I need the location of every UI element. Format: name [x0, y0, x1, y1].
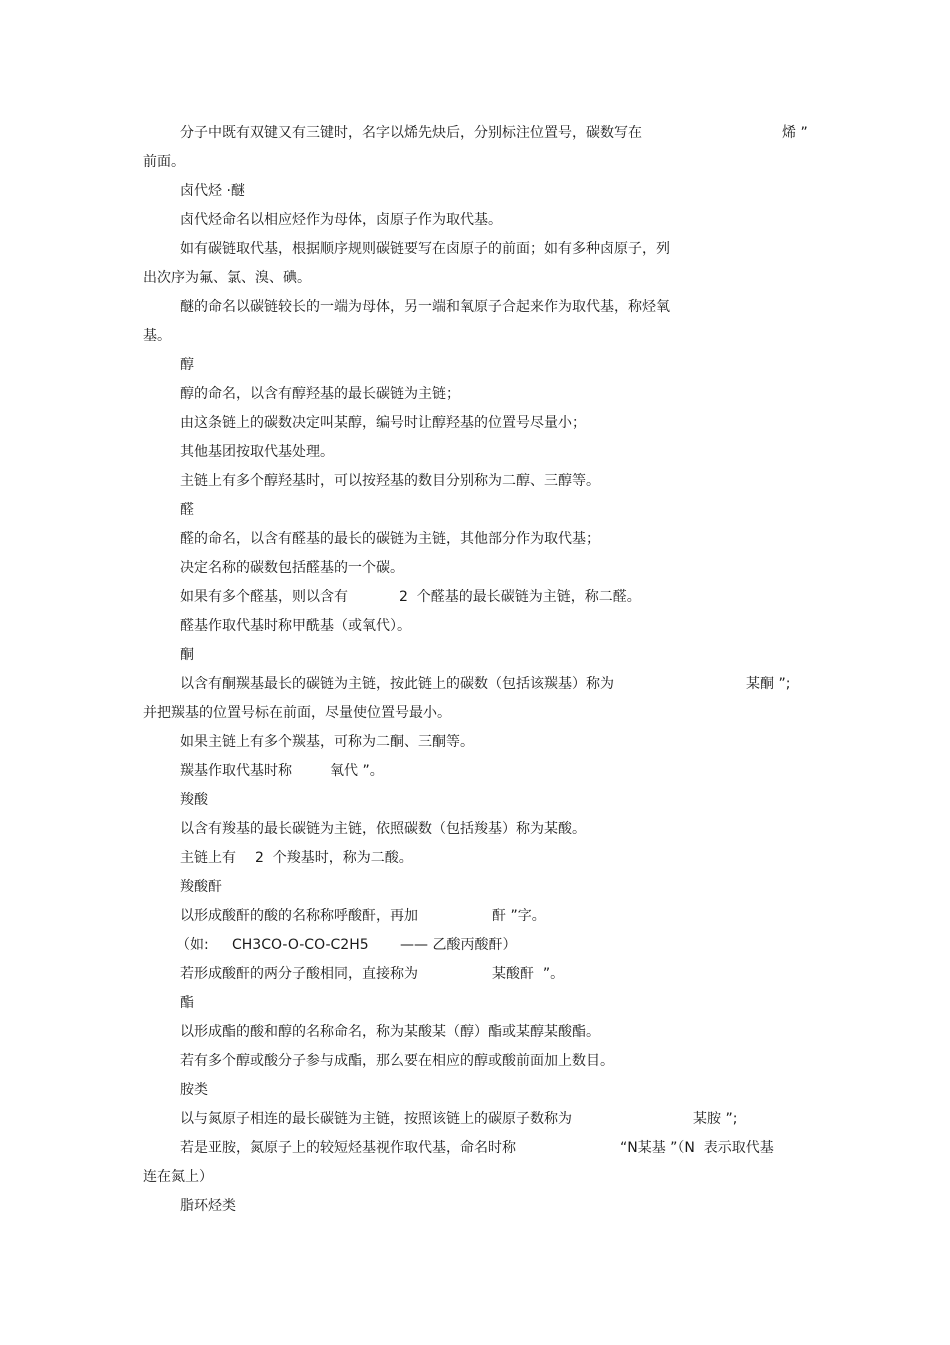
text-line: 若是亚胺，氮原子上的较短烃基视作取代基，命名时称: [180, 1140, 516, 1156]
text-segment: 酐 ”字。: [492, 908, 546, 924]
text-line: 若形成酸酐的两分子酸相同，直接称为: [180, 966, 418, 982]
section-heading: 酮: [180, 647, 194, 663]
text-line: （如:: [176, 937, 209, 953]
text-line: 主链上有: [180, 850, 236, 866]
text-line: 以形成酸酐的酸的名称称呼酸酐，再加: [180, 908, 418, 924]
text-line: 以含有酮羰基最长的碳链为主链，按此链上的碳数（包括该羰基）称为: [180, 676, 614, 692]
text-segment: —— 乙酸丙酸酐）: [400, 937, 517, 953]
text-line: 以含有羧基的最长碳链为主链，依照碳数（包括羧基）称为某酸。: [180, 821, 586, 837]
formula-text: CH3CO-O-CO-C2H5: [232, 937, 369, 953]
text-line: 决定名称的碳数包括醛基的一个碳。: [180, 560, 404, 576]
text-segment: 2 个醛基的最长碳链为主链，称二醛。: [399, 589, 641, 605]
text-line: 前面。: [143, 154, 185, 170]
text-line: 醛基作取代基时称甲酰基（或氧代）。: [180, 618, 411, 634]
text-line: 卤代烃命名以相应烃作为母体，卤原子作为取代基。: [180, 212, 502, 228]
section-heading: 羧酸酐: [180, 879, 222, 895]
text-line: 如有碳链取代基，根据顺序规则碳链要写在卤原子的前面；如有多种卤原子，列: [180, 241, 670, 257]
section-heading: 醛: [180, 502, 194, 518]
text-line: 醚的命名以碳链较长的一端为母体，另一端和氧原子合起来作为取代基，称烃氧: [180, 299, 670, 315]
text-segment: 某酸酐 ”。: [492, 966, 565, 982]
text-line: 由这条链上的碳数决定叫某醇，编号时让醇羟基的位置号尽量小；: [180, 415, 586, 431]
text-segment: 某胺 ”;: [693, 1111, 738, 1127]
text-line: 如果主链上有多个羰基，可称为二酮、三酮等。: [180, 734, 474, 750]
text-line: 并把羰基的位置号标在前面，尽量使位置号最小。: [143, 705, 451, 721]
section-heading: 酯: [180, 995, 194, 1011]
text-segment: 烯 ”: [782, 125, 808, 141]
text-segment: 某酮 ”;: [746, 676, 791, 692]
text-segment: 2 个羧基时，称为二酸。: [255, 850, 413, 866]
section-heading: 醇: [180, 357, 194, 373]
text-line: 以与氮原子相连的最长碳链为主链，按照该链上的碳原子数称为: [180, 1111, 572, 1127]
text-line: 连在氮上）: [143, 1169, 213, 1185]
text-line: 基。: [143, 328, 171, 344]
text-line: 分子中既有双键又有三键时，名字以烯先炔后，分别标注位置号，碳数写在: [180, 125, 642, 141]
text-line: 如果有多个醛基，则以含有: [180, 589, 348, 605]
section-heading: 卤代烃 ·醚: [180, 183, 245, 199]
text-segment: “N某基 ”（N 表示取代基: [620, 1140, 774, 1156]
text-segment: 氧代 ”。: [330, 763, 384, 779]
text-line: 主链上有多个醇羟基时，可以按羟基的数目分别称为二醇、三醇等。: [180, 473, 600, 489]
section-heading: 羧酸: [180, 792, 208, 808]
text-line: 醛的命名，以含有醛基的最长的碳链为主链，其他部分作为取代基；: [180, 531, 600, 547]
section-heading: 脂环烃类: [180, 1198, 236, 1214]
text-line: 出次序为氟、氯、溴、碘。: [143, 270, 311, 286]
text-line: 羰基作取代基时称: [180, 763, 292, 779]
text-line: 醇的命名，以含有醇羟基的最长碳链为主链；: [180, 386, 460, 402]
text-line: 若有多个醇或酸分子参与成酯，那么要在相应的醇或酸前面加上数目。: [180, 1053, 614, 1069]
section-heading: 胺类: [180, 1082, 208, 1098]
text-line: 其他基团按取代基处理。: [180, 444, 334, 460]
text-line: 以形成酯的酸和醇的名称命名，称为某酸某（醇）酯或某醇某酸酯。: [180, 1024, 600, 1040]
